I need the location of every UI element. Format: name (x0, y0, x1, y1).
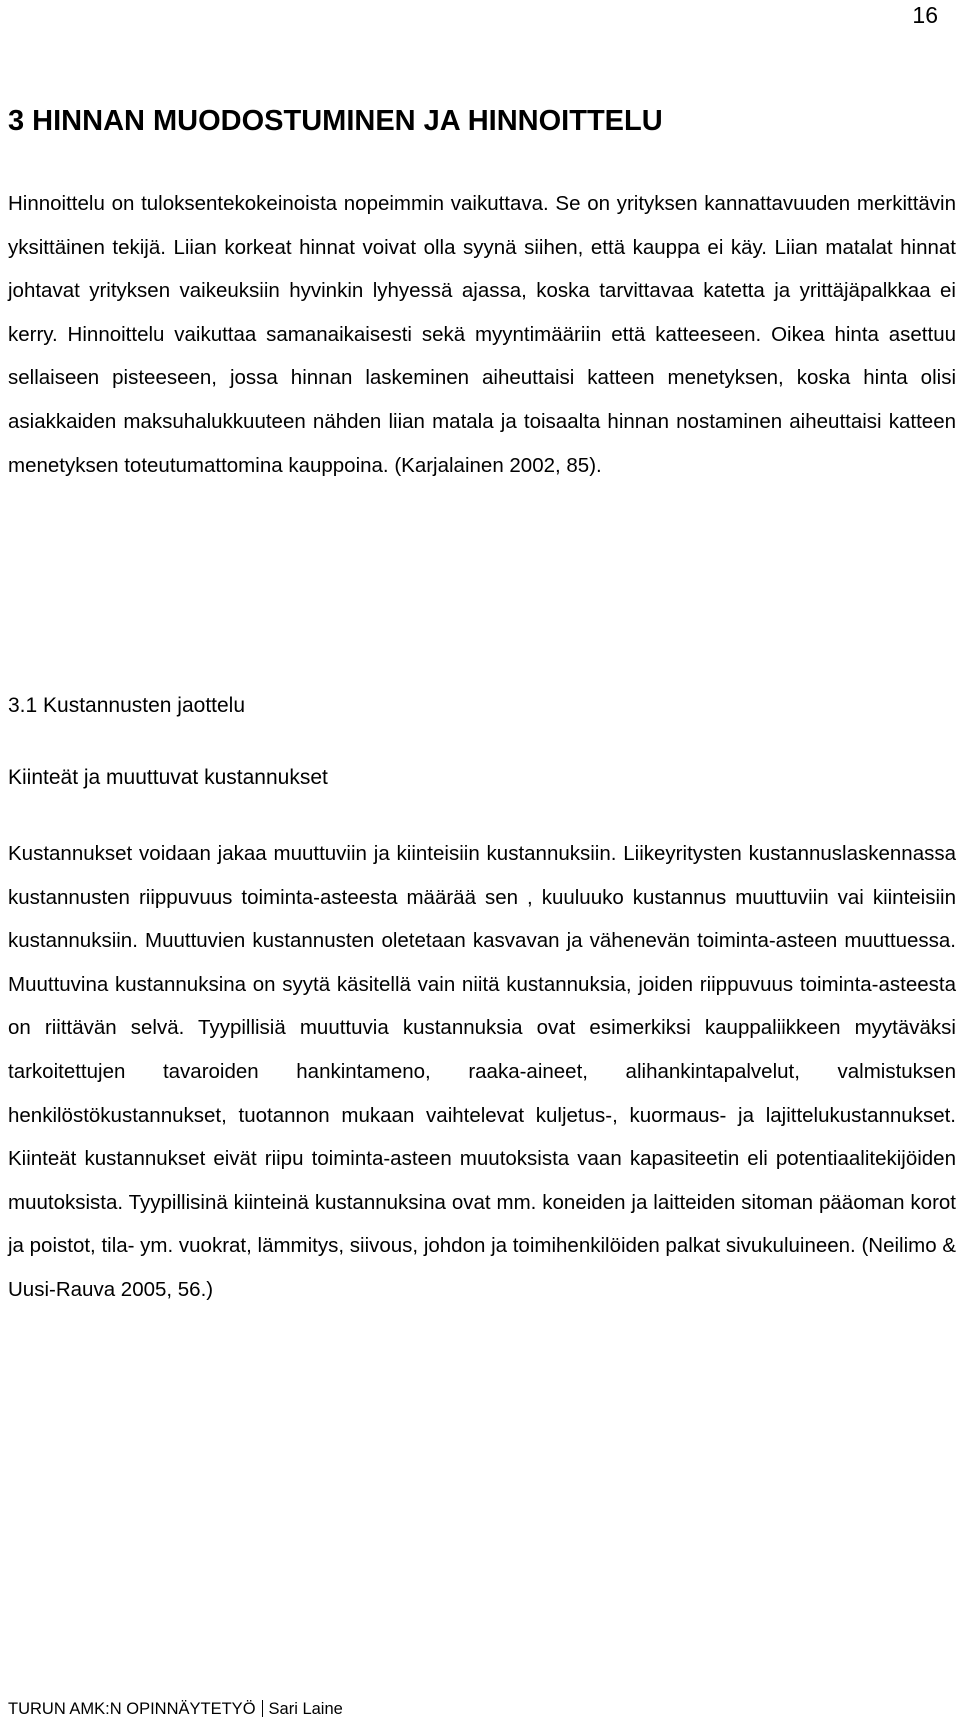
footer-institution: TURUN AMK:N OPINNÄYTETYÖ (8, 1700, 256, 1718)
page-footer (8, 1700, 343, 1719)
paragraph-costs: Kustannukset voidaan jakaa muuttuviin ja kiinteisiin kustannuksiin. Liikeyritysten kustannuslaskennassa kustannusten riippuvuus toiminta-asteesta määrää sen , kuuluuko kustannus muuttuviin vai kiinteisiin kustannuksiin. Muuttuvien kustannusten oletetaan kasvavan ja vähenevän toiminta-asteen muuttuessa. Muuttuvina kustannuksina on syytä käsitellä vain niitä kustannuksia, joiden riippuvuus toiminta-asteesta on riittävän selvä. Tyypillisiä muuttuvia kustannuksia ovat esimerkiksi kauppaliikkeen myytäväksi tarkoitettujen tavaroiden hankintameno, raaka-aineet, alihankintapalvelut, valmistuksen henkilöstökustannukset, tuotannon mukaan vaihtelevat kuljetus-, kuormaus- ja lajittelukustannukset. Kiinteät kustannukset eivät riipu toiminta-asteen muutoksista vaan kapasiteetin eli potentiaalitekijöiden muutoksista. Tyypillisinä kiinteinä kustannuksina ovat mm. koneiden ja laitteiden sitoman pääoman korot ja poistot, tila- ym. vuokrat, lämmitys, siivous, johdon ja toimihenkilöiden palkat sivukuluineen. (Neilimo & Uusi-Rauva 2005, 56.) (8, 842, 956, 1301)
footer-separator (262, 1700, 263, 1717)
subsection-heading: Kiinteät ja muuttuvat kustannukset (8, 766, 328, 789)
footer-author: Sari Laine (268, 1700, 343, 1718)
page-number: 16 (912, 2, 938, 28)
paragraph-pricing: Hinnoittelu on tuloksentekokeinoista nopeimmin vaikuttava. Se on yrityksen kannattavuuden merkittävin yksittäinen tekijä. Liian korkeat hinnat voivat olla syynä siihen, että kauppa ei käy. Liian matalat hinnat johtavat yrityksen vaikeuksiin hyvinkin lyhyessä ajassa, koska tarvittavaa katetta ja yrittäjäpalkkaa ei kerry. Hinnoittelu vaikuttaa samanaikaisesti sekä myyntimääriin että katteeseen. Oikea hinta asettuu sellaiseen pisteeseen, jossa hinnan laskeminen aiheuttaisi katteen menetyksen, koska hinta olisi asiakkaiden maksuhalukkuuteen nähden liian matala ja toisaalta hinnan nostaminen aiheuttaisi katteen menetyksen toteutumattomina kauppoina. (Karjalainen 2002, 85). (8, 192, 956, 477)
chapter-heading: 3 HINNAN MUODOSTUMINEN JA HINNOITTELU (8, 105, 663, 137)
section-heading: 3.1 Kustannusten jaottelu (8, 694, 246, 717)
